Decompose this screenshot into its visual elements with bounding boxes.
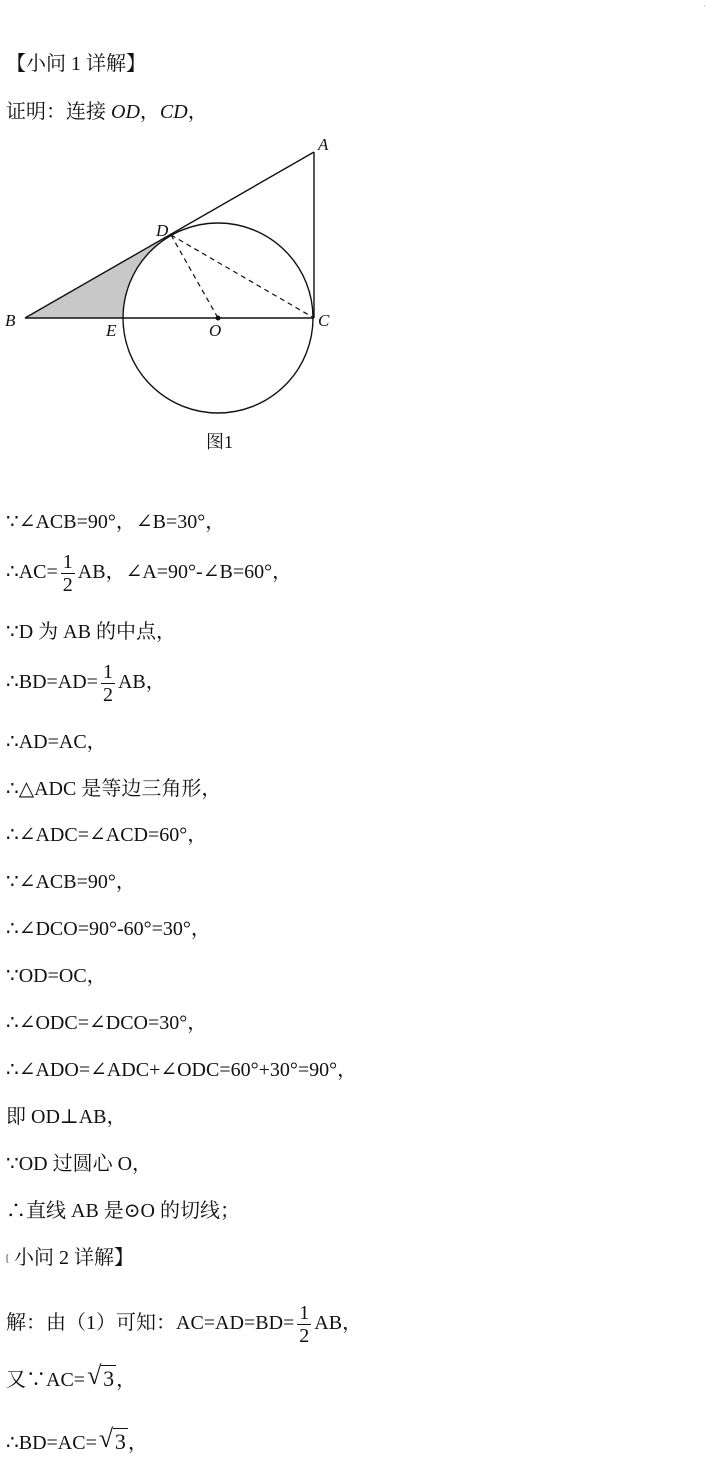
line-4-right: AB， [117,671,166,694]
section-heading-1: 【小问 1 详解】 [6,53,146,75]
sqrt-three [98,1424,128,1455]
line-11: ∴∠ODC=∠DCO=30°， [6,1012,208,1034]
line-18 [6,1424,148,1455]
line-12: ∴∠ADO=∠ADC+∠ODC=60°+30°=90°， [6,1059,358,1081]
fraction-numerator: 1 [299,1302,310,1324]
radicand: 3 [103,1366,115,1391]
label-b: B [5,311,16,330]
line-9: ∴∠DCO=90°-60°=30°， [6,918,211,940]
segment-cd [171,235,314,318]
fraction-numerator: 1 [102,661,113,683]
line-2-right: AB，∠A=90°-∠B=60°， [77,561,293,584]
section-heading-2 [6,1246,134,1270]
line-15: ∴直线 AB 是⊙O 的切线； [6,1200,240,1222]
line-2 [6,551,292,596]
figure-caption: 图1 [206,432,233,452]
line-7: ∴∠ADC=∠ACD=60°， [6,824,208,846]
fraction-denominator: 2 [102,684,113,706]
line-4 [6,661,166,706]
line-5: ∴AD=AC， [6,731,107,753]
label-c: C [318,311,330,330]
label-a: A [318,135,329,154]
line-10: ∵OD=OC， [6,965,107,987]
line-2-left: ∴AC= [6,561,58,584]
corner-mark: · [703,2,706,11]
line-4-left: ∴BD=AD= [6,671,98,694]
proof-intro [6,100,208,124]
line-8: ∵∠ACB=90°， [6,871,136,893]
heading-2-bracket-mark: [ [6,1253,9,1263]
line-14: ∵OD 过圆心 O， [6,1153,153,1175]
line-18-right: ， [127,1432,148,1454]
sqrt-three [87,1361,116,1392]
line-16-right: AB， [314,1312,363,1335]
fraction-numerator: 1 [62,551,73,573]
heading-2-text: 小问 2 详解】 [14,1247,134,1269]
line-16-left: 解：由（1）可知：AC=AD=BD= [6,1312,295,1335]
intro-cd: CD [159,101,188,123]
line-6: ∴△ADC 是等边三角形， [6,778,222,800]
fraction-half [297,1302,311,1347]
line-17-left: 又∵AC= [6,1369,86,1391]
intro-end: ， [187,101,208,123]
line-1: ∵∠ACB=90°，∠B=30°， [6,511,226,533]
fraction-denominator: 2 [299,1325,310,1347]
intro-comma: ， [139,101,160,123]
label-o: O [209,321,222,340]
center-point [216,316,221,321]
line-13: 即 OD⊥AB， [6,1106,127,1128]
segment-od [171,235,218,318]
intro-prefix: 证明：连接 [6,101,111,123]
radicand: 3 [114,1429,126,1454]
segment-ab [25,152,314,318]
fraction-half [61,551,75,596]
line-3: ∵D 为 AB 的中点， [6,621,176,643]
line-16 [6,1302,362,1347]
intro-od: OD [111,101,140,123]
line-17-right: ， [116,1369,137,1391]
label-d: D [156,221,169,240]
label-e: E [106,321,117,340]
fraction-half [101,661,115,706]
line-17 [6,1361,137,1392]
geometry-figure [0,130,360,420]
radical-sign: √ [87,1361,102,1390]
line-18-left: ∴BD=AC= [6,1432,97,1454]
radical-sign: √ [98,1424,114,1453]
fraction-denominator: 2 [62,574,73,596]
